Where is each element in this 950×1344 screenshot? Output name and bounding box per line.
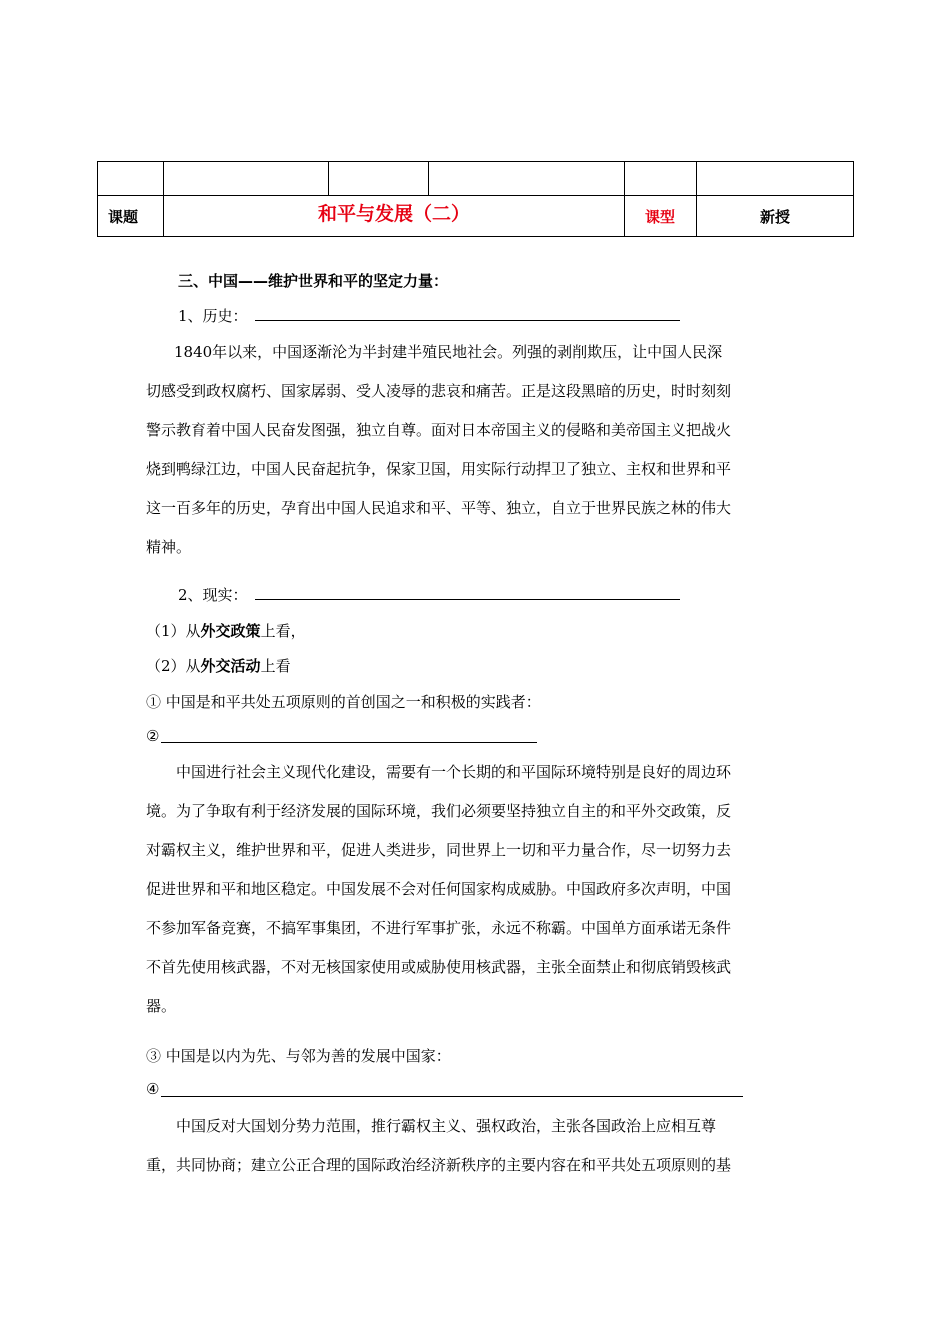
reality-label: 2、现实： <box>178 586 248 604</box>
point-4-blank <box>161 1096 743 1097</box>
history-label: 1、历史： <box>178 307 248 325</box>
paragraph-line: 切感受到政权腐朽、国家孱弱、受人凌辱的悲哀和痛苦。正是这段黑暗的历史，时时刻刻 <box>146 382 732 400</box>
lesson-title: 和平与发展（二） <box>164 192 625 233</box>
paragraph-line: 中国进行社会主义现代化建设，需要有一个长期的和平国际环境特别是良好的周边环 <box>176 763 732 781</box>
paragraph-line: 1840年以来，中国逐渐沦为半封建半殖民地社会。列强的剥削欺压，让中国人民深 <box>174 343 723 361</box>
paragraph-line: 这一百多年的历史，孕育出中国人民追求和平、平等、独立，自立于世界民族之林的伟大 <box>146 499 732 517</box>
paragraph-line: 精神。 <box>146 538 192 556</box>
paragraph-line: 器。 <box>146 997 177 1015</box>
header-cell-empty <box>329 162 429 196</box>
paragraph-line: 境。为了争取有利于经济发展的国际环境，我们必须要坚持独立自主的和平外交政策，反 <box>146 802 732 820</box>
header-cell-empty <box>429 162 625 196</box>
point-1: ① 中国是和平共处五项原则的首创国之一和积极的实践者： <box>146 693 541 711</box>
lesson-header-table <box>97 161 854 237</box>
paragraph-line: 对霸权主义，维护世界和平，促进人类进步，同世界上一切和平力量合作，尽一切努力去 <box>146 841 732 859</box>
header-cell-empty <box>697 162 854 196</box>
section-heading: 三、中国——维护世界和平的坚定力量： <box>178 272 449 290</box>
point-3: ③ 中国是以内为先、与邻为善的发展中国家： <box>146 1047 451 1065</box>
reality-blank <box>255 599 680 600</box>
paragraph-line: 不首先使用核武器，不对无核国家使用或威胁使用核武器，主张全面禁止和彻底销毁核武 <box>146 958 732 976</box>
history-paragraph <box>146 333 810 567</box>
lesson-type-value: 新授 <box>697 196 854 237</box>
point-2-blank <box>161 742 537 743</box>
header-cell-empty <box>98 162 164 196</box>
point-2: ② <box>146 727 160 745</box>
history-blank <box>255 320 680 321</box>
label-kexing: 课型 <box>625 196 697 237</box>
header-cell-empty <box>164 162 329 196</box>
paragraph-line: 警示教育着中国人民奋发图强，独立自尊。面对日本帝国主义的侵略和美帝国主义把战火 <box>146 421 732 439</box>
header-cell-empty <box>625 162 697 196</box>
paragraph-line: 中国反对大国划分势力范围，推行霸权主义、强权政治，主张各国政治上应相互尊 <box>176 1117 717 1135</box>
item-diplomatic-policy: （1）从外交政策上看， <box>146 622 306 640</box>
international-order-paragraph <box>146 1107 810 1185</box>
item-diplomatic-activity: （2）从外交活动上看 <box>146 657 291 675</box>
peace-environment-paragraph <box>146 753 810 1026</box>
paragraph-line: 不参加军备竞赛，不搞军事集团，不进行军事扩张，永远不称霸。中国单方面承诺无条件 <box>146 919 732 937</box>
paragraph-line: 重，共同协商；建立公正合理的国际政治经济新秩序的主要内容在和平共处五项原则的基 <box>146 1156 732 1174</box>
paragraph-line: 促进世界和平和地区稳定。中国发展不会对任何国家构成威胁。中国政府多次声明，中国 <box>146 880 732 898</box>
label-keti: 课题 <box>98 196 164 237</box>
paragraph-line: 烧到鸭绿江边，中国人民奋起抗争，保家卫国，用实际行动捍卫了独立、主权和世界和平 <box>146 460 732 478</box>
point-4: ④ <box>146 1080 160 1098</box>
